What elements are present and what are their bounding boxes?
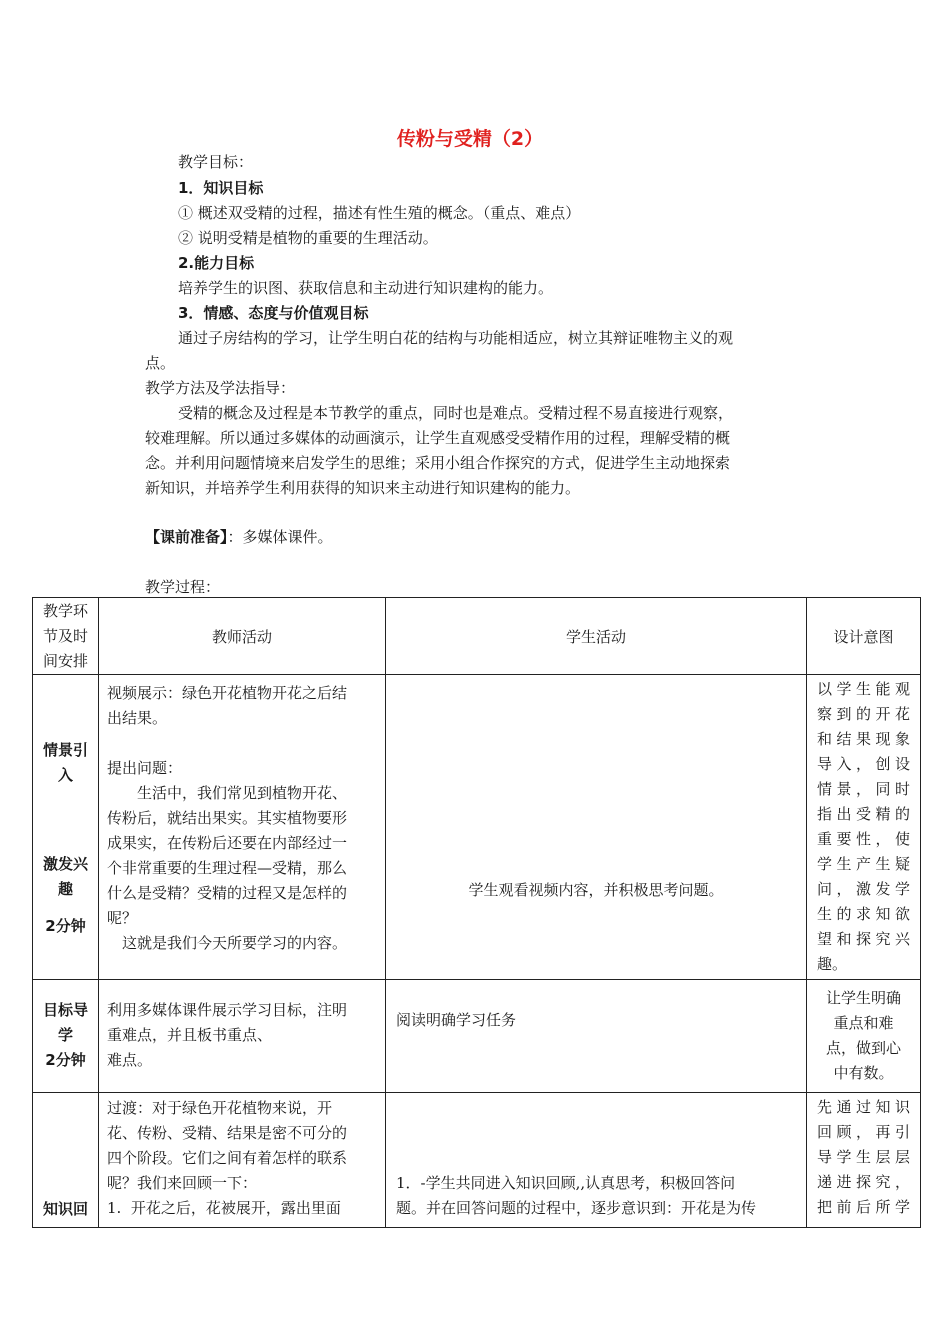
intent-line: 问，激发学 bbox=[817, 880, 910, 898]
intent-line: 把前后所学 bbox=[817, 1198, 910, 1216]
teacher-line: 花、传粉、受精、结果是密不可分的 bbox=[107, 1124, 348, 1142]
row3-stage: 知识回 bbox=[33, 1093, 99, 1228]
intent-line: 学生产生疑 bbox=[817, 855, 910, 873]
teacher-line: 视频展示：绿色开花植物开花之后结 bbox=[107, 684, 348, 702]
intent-line: 递进探究， bbox=[817, 1173, 910, 1191]
emotion-objective-line1: 通过子房结构的学习，让学生明白花的结构与功能相适应，树立其辩证唯物主义的观 bbox=[178, 329, 734, 347]
teacher-line: 四个阶段。它们之间有着怎样的联系 bbox=[107, 1149, 348, 1167]
intent-line: 指出受精的 bbox=[817, 805, 910, 823]
teacher-line: 提出问题： bbox=[107, 759, 183, 777]
intent-line: 察到的开花 bbox=[817, 705, 910, 723]
knowledge-objective-1: ① 概述双受精的过程，描述有性生殖的概念。（重点、难点） bbox=[178, 204, 581, 222]
teacher-line: 利用多媒体课件展示学习目标，注明 bbox=[107, 1001, 348, 1019]
row1-stage bbox=[33, 675, 99, 980]
table-row bbox=[33, 1093, 921, 1228]
teacher-line: 1. 开花之后，花被展开，露出里面 bbox=[107, 1199, 341, 1217]
intent-line: 和结果现象 bbox=[817, 730, 910, 748]
methods-line1: 受精的概念及过程是本节教学的重点，同时也是难点。受精过程不易直接进行观察， bbox=[178, 404, 734, 422]
intent-line: 导入，创设 bbox=[817, 755, 910, 773]
objectives-heading: 教学目标： bbox=[178, 153, 254, 171]
stage-time: 2分钟 bbox=[45, 917, 86, 935]
header-stage-line: 教学环 bbox=[42, 602, 88, 620]
teacher-line: 传粉后，就结出果实。其实植物要形 bbox=[107, 809, 348, 827]
teacher-blank-line bbox=[107, 731, 377, 756]
methods-line3: 念。并利用问题情境来启发学生的思维；采用小组合作探究的方式，促进学生主动地探索 bbox=[145, 454, 731, 472]
student-line: 1．-学生共同进入知识回顾,,认真思考，积极回答问 bbox=[396, 1174, 736, 1192]
preparation-text: ：多媒体课件。 bbox=[227, 528, 333, 546]
preparation-label: 【课前准备】 bbox=[145, 528, 228, 546]
teacher-line: 什么是受精？受精的过程又是怎样的 bbox=[107, 884, 348, 902]
knowledge-objective-2: ② 说明受精是植物的重要的生理活动。 bbox=[178, 229, 438, 247]
row3-student bbox=[386, 1093, 807, 1228]
header-student: 学生活动 bbox=[386, 598, 807, 675]
intent-line: 导学生层层 bbox=[817, 1148, 910, 1166]
teacher-line: 个非常重要的生理过程—受精，那么 bbox=[107, 859, 348, 877]
teacher-line: 这就是我们今天所要学习的内容。 bbox=[107, 934, 348, 952]
row2-stage bbox=[33, 980, 99, 1093]
emotion-objective-line2: 点。 bbox=[145, 354, 176, 372]
header-stage bbox=[33, 598, 99, 675]
ability-objective-text: 培养学生的识图、获取信息和主动进行知识建构的能力。 bbox=[178, 279, 554, 297]
table-header-row bbox=[33, 598, 921, 675]
row1-intent bbox=[807, 675, 921, 980]
stage-line: 趣 bbox=[57, 880, 73, 898]
intent-line: 生的求知欲 bbox=[817, 905, 910, 923]
preparation bbox=[145, 526, 333, 547]
intent-line: 回顾，再引 bbox=[817, 1123, 910, 1141]
stage-line: 情景引 bbox=[42, 741, 88, 759]
knowledge-objective-title: 1．知识目标 bbox=[178, 179, 264, 197]
intent-line: 重点和难 bbox=[833, 1014, 894, 1032]
row3-intent bbox=[807, 1093, 921, 1228]
emotion-objective-title: 3．情感、态度与价值观目标 bbox=[178, 304, 369, 322]
row1-student: 学生观看视频内容，并积极思考问题。 bbox=[386, 675, 807, 980]
intent-line: 中有数。 bbox=[833, 1064, 894, 1082]
intent-line: 情景，同时 bbox=[817, 780, 910, 798]
teacher-line: 呢？我们来回顾一下： bbox=[107, 1174, 258, 1192]
methods-line2: 较难理解。所以通过多媒体的动画演示，让学生直观感受受精作用的过程，理解受精的概 bbox=[145, 429, 731, 447]
intent-line: 趣。 bbox=[817, 955, 848, 973]
header-intent: 设计意图 bbox=[807, 598, 921, 675]
header-stage-line: 节及时 bbox=[42, 627, 88, 645]
header-teacher: 教师活动 bbox=[99, 598, 386, 675]
teacher-line: 难点。 bbox=[107, 1051, 153, 1069]
row3-teacher bbox=[99, 1093, 386, 1228]
teaching-process-table bbox=[32, 597, 921, 1228]
table-row bbox=[33, 980, 921, 1093]
stage-line: 学 bbox=[57, 1026, 73, 1044]
ability-objective-title: 2.能力目标 bbox=[178, 254, 255, 272]
teacher-line: 呢？ bbox=[107, 909, 138, 927]
row2-intent bbox=[807, 980, 921, 1093]
intent-line: 望和探究兴 bbox=[817, 930, 910, 948]
teacher-line: 出结果。 bbox=[107, 709, 168, 727]
row1-teacher bbox=[99, 675, 386, 980]
stage-line: 目标导 bbox=[42, 1001, 88, 1019]
teacher-line: 生活中，我们常见到植物开花、 bbox=[107, 784, 348, 802]
intent-line: 点，做到心 bbox=[825, 1039, 901, 1057]
document-title: 传粉与受精（2） bbox=[396, 128, 544, 150]
methods-line4: 新知识，并培养学生利用获得的知识来主动进行知识建构的能力。 bbox=[145, 479, 581, 497]
teacher-line: 过渡：对于绿色开花植物来说，开 bbox=[107, 1099, 333, 1117]
stage-line: 激发兴 bbox=[42, 855, 88, 873]
teacher-line: 成果实，在传粉后还要在内部经过一 bbox=[107, 834, 348, 852]
teacher-line: 重难点，并且板书重点、 bbox=[107, 1026, 273, 1044]
row2-student: 阅读明确学习任务 bbox=[386, 980, 807, 1093]
methods-heading: 教学方法及学法指导： bbox=[145, 379, 296, 397]
student-line: 题。并在回答问题的过程中，逐步意识到：开花是为传 bbox=[396, 1199, 757, 1217]
intent-line: 让学生明确 bbox=[825, 989, 901, 1007]
process-heading: 教学过程： bbox=[145, 578, 221, 596]
stage-time: 2分钟 bbox=[45, 1051, 86, 1069]
table-row bbox=[33, 675, 921, 980]
stage-line: 入 bbox=[57, 766, 73, 784]
intent-line: 重要性，使 bbox=[817, 830, 910, 848]
intent-line: 以学生能观 bbox=[817, 680, 910, 698]
intent-line: 先通过知识 bbox=[817, 1098, 910, 1116]
row2-teacher bbox=[99, 980, 386, 1093]
header-stage-line: 间安排 bbox=[42, 652, 88, 670]
